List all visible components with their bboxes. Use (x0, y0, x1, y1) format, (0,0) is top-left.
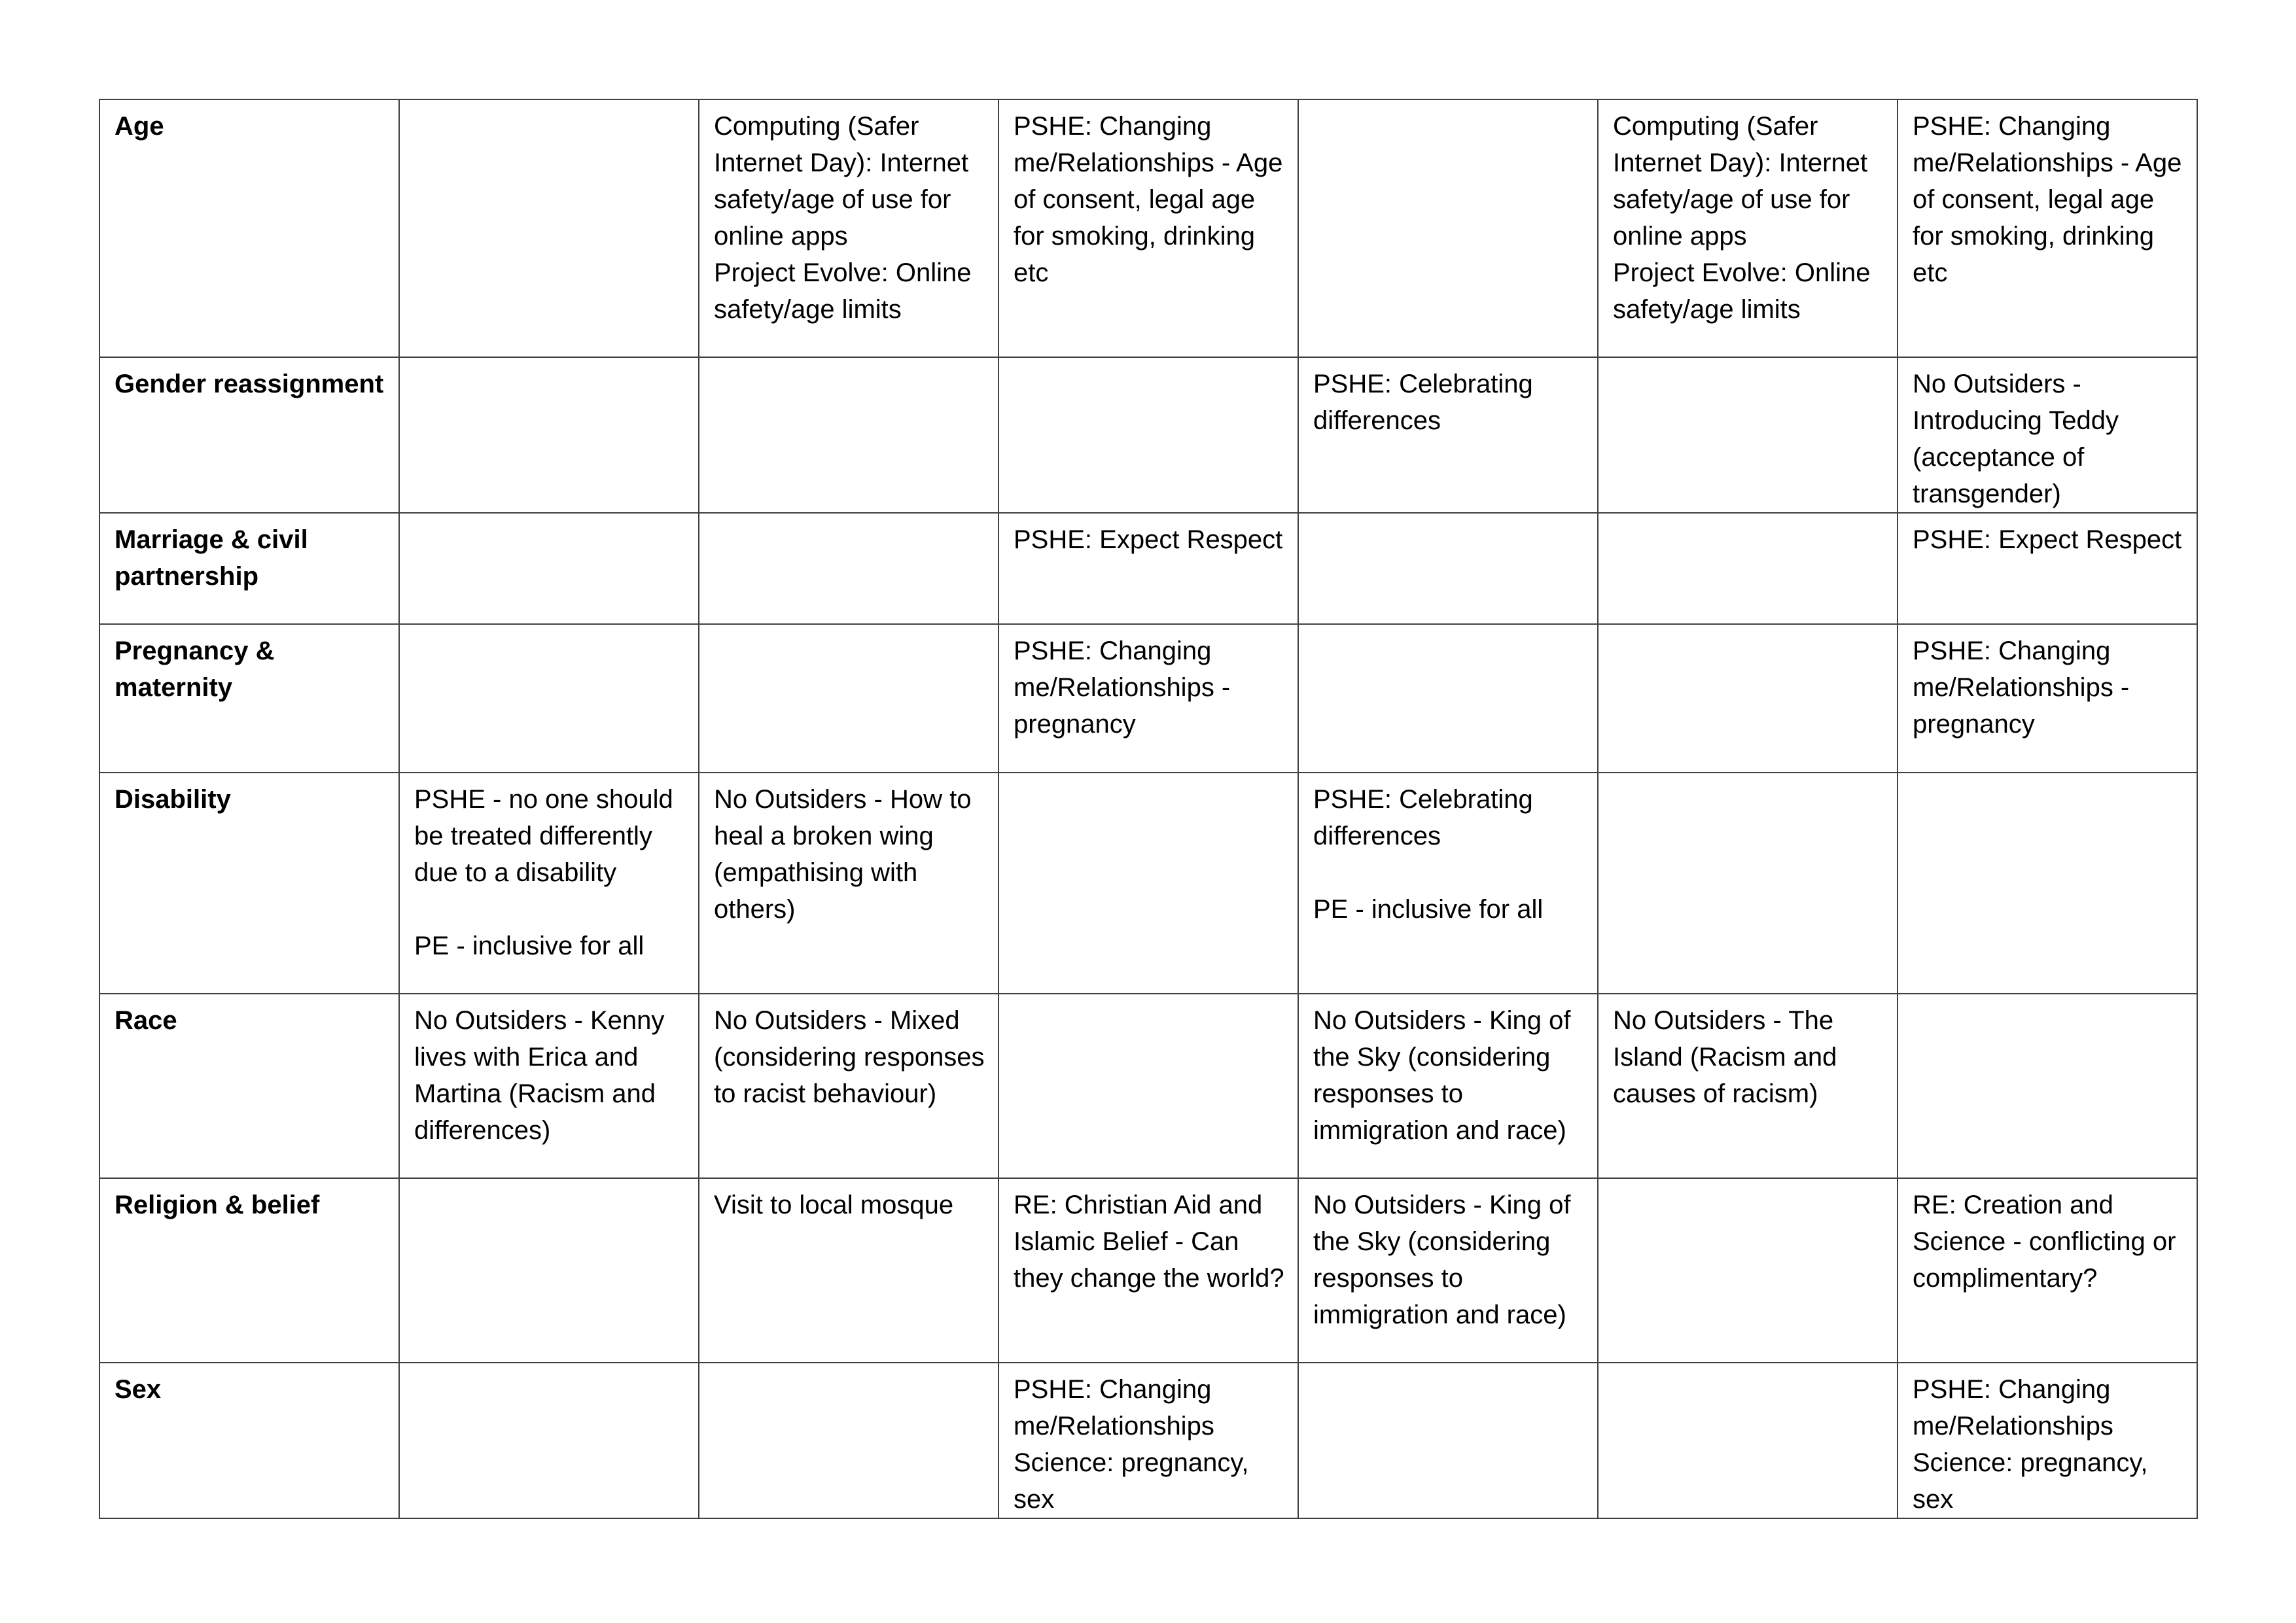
table-cell: No Outsiders - King of the Sky (considering responses to immigration and race) (1298, 1178, 1598, 1363)
table-cell (1598, 1363, 1898, 1518)
table-cell (998, 357, 1298, 513)
row-label: Age (99, 99, 399, 357)
table-cell (699, 513, 998, 624)
table-cell: No Outsiders - How to heal a broken wing (empathising with others) (699, 773, 998, 994)
table-cell (1598, 513, 1898, 624)
table-row-sex (99, 1363, 2197, 1518)
table-cell: PSHE: Expect Respect (1898, 513, 2197, 624)
table-cell: PSHE: Changing me/Relationships - Age of consent, legal age for smoking, drinking etc (1898, 99, 2197, 357)
curriculum-table (99, 99, 2198, 1519)
table-cell (399, 1363, 699, 1518)
table-cell (699, 624, 998, 773)
table-row-age (99, 99, 2197, 357)
table-cell: No Outsiders - King of the Sky (considering responses to immigration and race) (1298, 994, 1598, 1178)
table-cell: PSHE - no one should be treated differently due to a disability PE - inclusive for all (399, 773, 699, 994)
table-cell (1598, 773, 1898, 994)
table-row-religion (99, 1178, 2197, 1363)
table-cell: PSHE: Changing me/Relationships - pregnancy (1898, 624, 2197, 773)
table-cell: PSHE: Celebrating differences PE - inclusive for all (1298, 773, 1598, 994)
row-label: Sex (99, 1363, 399, 1518)
table-cell (699, 1363, 998, 1518)
table-cell: PSHE: Changing me/Relationships Science: pregnancy, sex (1898, 1363, 2197, 1518)
table-cell: No Outsiders - Introducing Teddy (acceptance of transgender) (1898, 357, 2197, 513)
table-cell (1598, 1178, 1898, 1363)
row-label: Disability (99, 773, 399, 994)
table-cell (399, 357, 699, 513)
row-label: Religion & belief (99, 1178, 399, 1363)
table-cell (399, 1178, 699, 1363)
table-cell: RE: Creation and Science - conflicting or complimentary? (1898, 1178, 2197, 1363)
table-row-race (99, 994, 2197, 1178)
table-cell (1298, 99, 1598, 357)
row-label: Pregnancy & maternity (99, 624, 399, 773)
row-label: Race (99, 994, 399, 1178)
table-cell: RE: Christian Aid and Islamic Belief - Can they change the world? (998, 1178, 1298, 1363)
table-cell (1898, 994, 2197, 1178)
table-cell: Computing (Safer Internet Day): Internet safety/age of use for online apps Project Evolve: Online safety/age limits (699, 99, 998, 357)
table-cell: PSHE: Celebrating differences (1298, 357, 1598, 513)
table-cell: No Outsiders - Kenny lives with Erica and Martina (Racism and differences) (399, 994, 699, 1178)
table-cell: PSHE: Changing me/Relationships - pregnancy (998, 624, 1298, 773)
table-cell: PSHE: Changing me/Relationships Science: pregnancy, sex (998, 1363, 1298, 1518)
table-cell (1598, 357, 1898, 513)
table-cell: No Outsiders - The Island (Racism and causes of racism) (1598, 994, 1898, 1178)
table-cell: No Outsiders - Mixed (considering responses to racist behaviour) (699, 994, 998, 1178)
table-cell (1298, 624, 1598, 773)
table-cell (1598, 624, 1898, 773)
table-row-gender-reassignment (99, 357, 2197, 513)
table-cell (998, 994, 1298, 1178)
table-row-disability (99, 773, 2197, 994)
row-label: Marriage & civil partnership (99, 513, 399, 624)
table-cell: PSHE: Expect Respect (998, 513, 1298, 624)
table-cell (699, 357, 998, 513)
table-cell: PSHE: Changing me/Relationships - Age of consent, legal age for smoking, drinking etc (998, 99, 1298, 357)
table-cell (399, 624, 699, 773)
table-cell: Computing (Safer Internet Day): Internet safety/age of use for online apps Project Evolve: Online safety/age limits (1598, 99, 1898, 357)
table-row-pregnancy (99, 624, 2197, 773)
table-cell (399, 99, 699, 357)
table-cell (1298, 513, 1598, 624)
table-cell: Visit to local mosque (699, 1178, 998, 1363)
table-cell (399, 513, 699, 624)
table-cell (1298, 1363, 1598, 1518)
table-row-marriage (99, 513, 2197, 624)
table-cell (998, 773, 1298, 994)
row-label: Gender reassignment (99, 357, 399, 513)
table-cell (1898, 773, 2197, 994)
